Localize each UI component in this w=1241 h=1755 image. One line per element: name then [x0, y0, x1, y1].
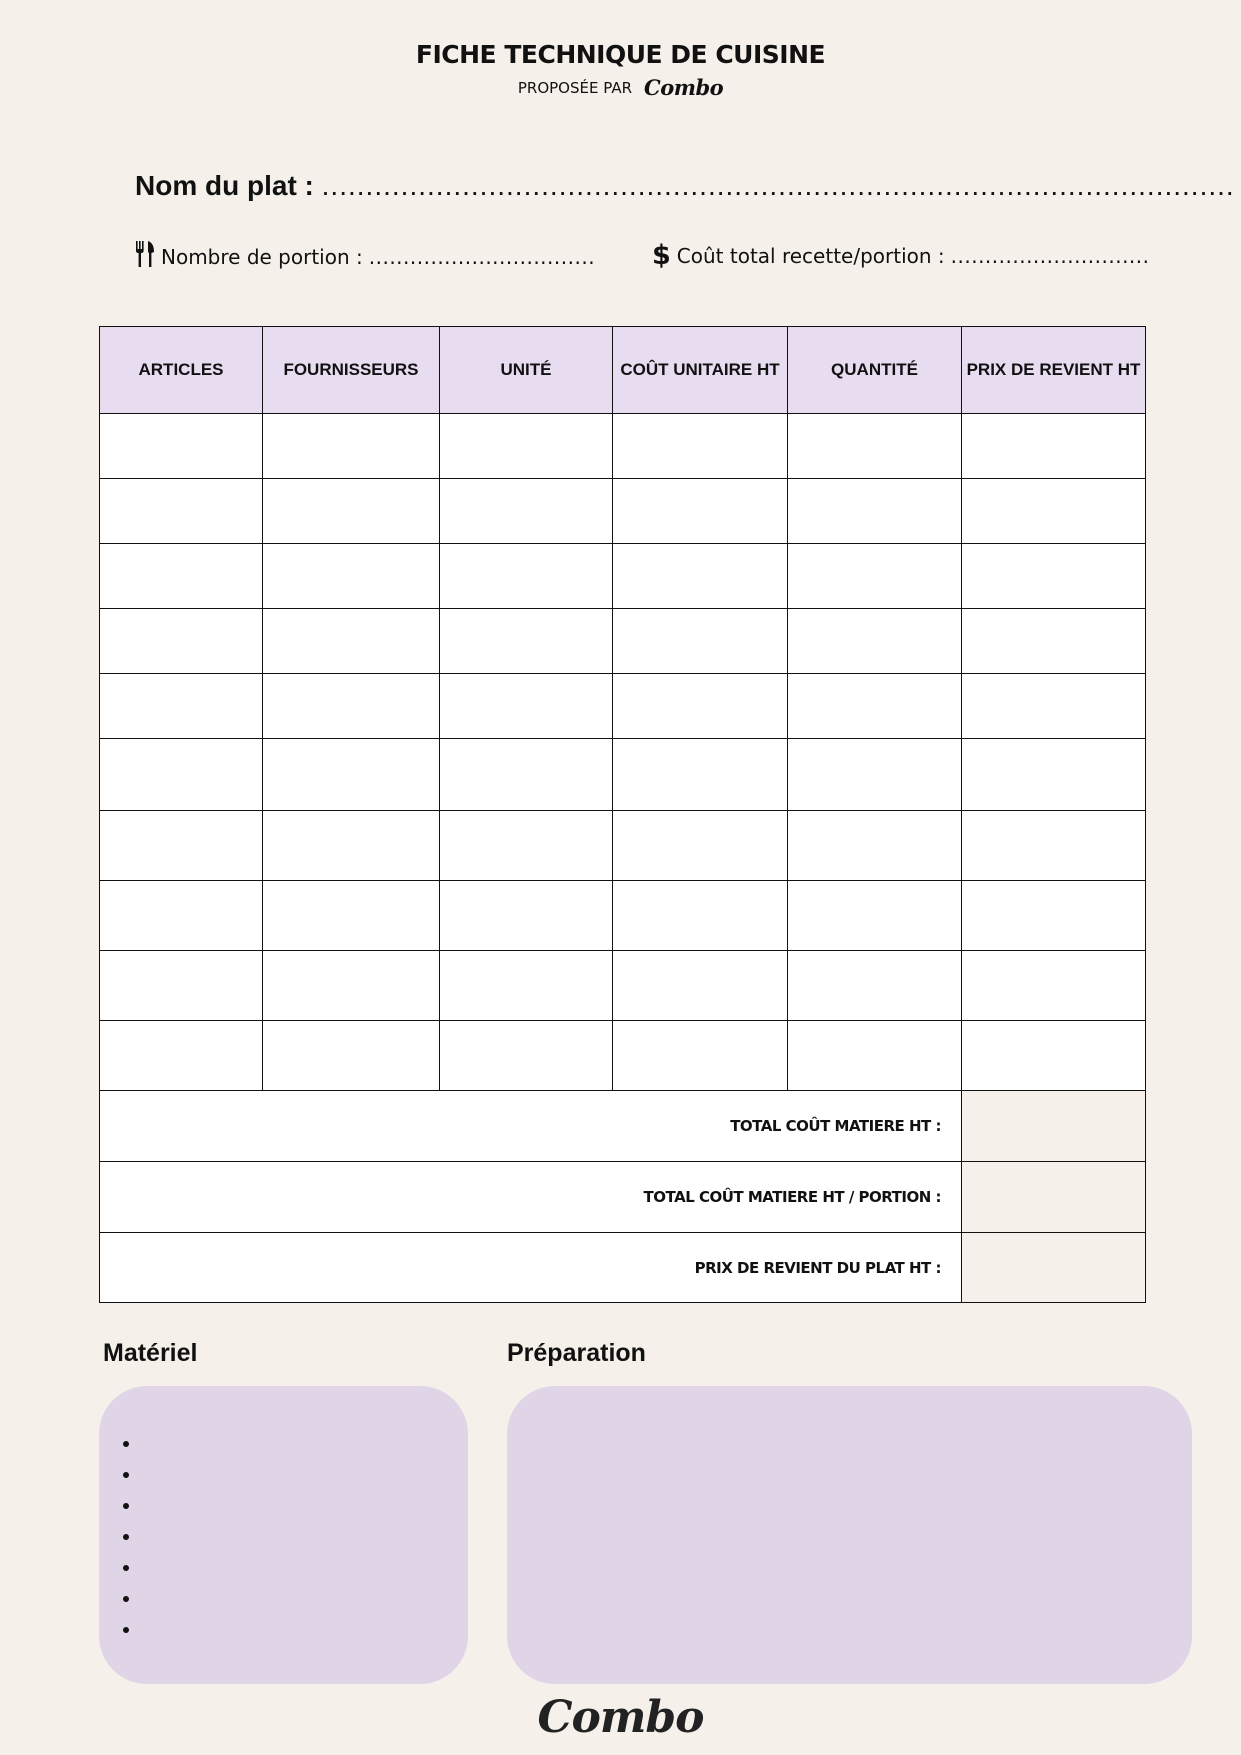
table-cell[interactable] — [613, 811, 788, 881]
footer-brand-logo: Combo — [537, 1692, 704, 1743]
page-title: FICHE TECHNIQUE DE CUISINE — [415, 40, 826, 69]
table-row — [100, 674, 1146, 739]
brand-logo-small: Combo — [644, 75, 724, 100]
table-row — [100, 1021, 1146, 1091]
table-cell[interactable] — [100, 609, 263, 674]
table-header-row — [100, 327, 1146, 414]
table-cell[interactable] — [788, 739, 962, 811]
table-cell[interactable] — [788, 674, 962, 739]
table-cell[interactable] — [788, 544, 962, 609]
portion-count-field[interactable] — [135, 240, 595, 273]
table-cell[interactable] — [440, 739, 613, 811]
table-cell[interactable] — [788, 609, 962, 674]
summary-value-portion[interactable] — [962, 1162, 1146, 1233]
materiel-list — [99, 1386, 468, 1645]
list-item[interactable] — [141, 1459, 468, 1490]
table-row — [100, 544, 1146, 609]
table-cell[interactable] — [788, 479, 962, 544]
table-cell[interactable] — [962, 479, 1146, 544]
table-cell[interactable] — [263, 739, 440, 811]
header-cout-unitaire: COÛT UNITAIRE HT — [613, 327, 788, 414]
table-cell[interactable] — [100, 811, 263, 881]
table-cell[interactable] — [263, 609, 440, 674]
table-cell[interactable] — [788, 414, 962, 479]
table-cell[interactable] — [263, 544, 440, 609]
table-row — [100, 414, 1146, 479]
summary-row-total — [100, 1091, 1146, 1162]
table-cell[interactable] — [788, 1021, 962, 1091]
summary-row-cost-price — [100, 1233, 1146, 1303]
total-cost-field[interactable] — [652, 240, 1150, 271]
summary-label-cost-price: PRIX DE REVIENT DU PLAT HT : — [100, 1233, 962, 1303]
table-cell[interactable] — [613, 609, 788, 674]
table-cell[interactable] — [263, 479, 440, 544]
table-cell[interactable] — [613, 739, 788, 811]
table-row — [100, 881, 1146, 951]
header-fournisseurs: FOURNISSEURS — [263, 327, 440, 414]
table-cell[interactable] — [100, 739, 263, 811]
table-row — [100, 739, 1146, 811]
header-unite: UNITÉ — [440, 327, 613, 414]
table-cell[interactable] — [613, 479, 788, 544]
table-cell[interactable] — [263, 951, 440, 1021]
table-cell[interactable] — [440, 881, 613, 951]
table-cell[interactable] — [263, 1021, 440, 1091]
page-header — [0, 40, 1241, 100]
table-cell[interactable] — [100, 479, 263, 544]
preparation-title: Préparation — [507, 1339, 646, 1367]
table-cell[interactable] — [440, 609, 613, 674]
table-cell[interactable] — [263, 414, 440, 479]
table-cell[interactable] — [100, 881, 263, 951]
table-row — [100, 609, 1146, 674]
table-cell[interactable] — [962, 811, 1146, 881]
table-cell[interactable] — [100, 414, 263, 479]
materiel-title: Matériel — [103, 1339, 198, 1367]
table-row — [100, 479, 1146, 544]
list-item[interactable] — [141, 1428, 468, 1459]
preparation-box[interactable] — [507, 1386, 1192, 1684]
dish-name-label: Nom du plat : — [135, 170, 314, 201]
portion-count-label: Nombre de portion : — [161, 244, 363, 269]
table-cell[interactable] — [440, 414, 613, 479]
table-cell[interactable] — [613, 951, 788, 1021]
table-cell[interactable] — [100, 951, 263, 1021]
header-prix-revient: PRIX DE REVIENT HT — [962, 327, 1146, 414]
total-cost-dots: ............................. — [950, 243, 1150, 268]
summary-value-cost-price[interactable] — [962, 1233, 1146, 1303]
table-cell[interactable] — [788, 811, 962, 881]
table-cell[interactable] — [613, 414, 788, 479]
header-articles: ARTICLES — [100, 327, 263, 414]
table-cell[interactable] — [440, 479, 613, 544]
table-cell[interactable] — [962, 544, 1146, 609]
table-cell[interactable] — [263, 674, 440, 739]
table-cell[interactable] — [440, 544, 613, 609]
table-cell[interactable] — [962, 1021, 1146, 1091]
table-cell[interactable] — [100, 544, 263, 609]
subtitle-line — [0, 75, 1241, 100]
dish-name-dots: ........................................................................................................ — [321, 170, 1235, 201]
table-row — [100, 811, 1146, 881]
summary-row-portion — [100, 1162, 1146, 1233]
list-item[interactable] — [141, 1583, 468, 1614]
table-cell[interactable] — [263, 811, 440, 881]
table-cell[interactable] — [440, 951, 613, 1021]
list-item[interactable] — [141, 1614, 468, 1645]
table-cell[interactable] — [440, 674, 613, 739]
summary-label-total: TOTAL COÛT MATIERE HT : — [100, 1091, 962, 1162]
table-cell[interactable] — [613, 544, 788, 609]
table-cell[interactable] — [613, 674, 788, 739]
table-cell[interactable] — [962, 951, 1146, 1021]
dish-name-field[interactable] — [135, 170, 1235, 202]
table-row — [100, 951, 1146, 1021]
table-cell[interactable] — [263, 881, 440, 951]
list-item[interactable] — [141, 1521, 468, 1552]
table-cell[interactable] — [788, 951, 962, 1021]
list-item[interactable] — [141, 1490, 468, 1521]
table-cell[interactable] — [440, 811, 613, 881]
table-cell[interactable] — [962, 414, 1146, 479]
cutlery-icon — [135, 240, 155, 273]
table-cell[interactable] — [962, 609, 1146, 674]
total-cost-label: Coût total recette/portion : — [676, 243, 945, 268]
table-cell[interactable] — [962, 739, 1146, 811]
table-cell[interactable] — [788, 881, 962, 951]
table-cell[interactable] — [613, 1021, 788, 1091]
table-cell[interactable] — [962, 674, 1146, 739]
header-quantite: QUANTITÉ — [788, 327, 962, 414]
summary-label-portion: TOTAL COÛT MATIERE HT / PORTION : — [100, 1162, 962, 1233]
summary-value-total[interactable] — [962, 1091, 1146, 1162]
dollar-icon: $ — [652, 240, 671, 271]
ingredients-table — [99, 326, 1146, 1303]
portion-count-dots: ................................. — [368, 244, 596, 269]
subtitle-text: PROPOSÉE PAR — [517, 78, 632, 97]
table-cell[interactable] — [100, 674, 263, 739]
list-item[interactable] — [141, 1552, 468, 1583]
table-cell[interactable] — [613, 881, 788, 951]
materiel-box[interactable] — [99, 1386, 468, 1684]
table-cell[interactable] — [440, 1021, 613, 1091]
table-cell[interactable] — [100, 1021, 263, 1091]
table-cell[interactable] — [962, 881, 1146, 951]
